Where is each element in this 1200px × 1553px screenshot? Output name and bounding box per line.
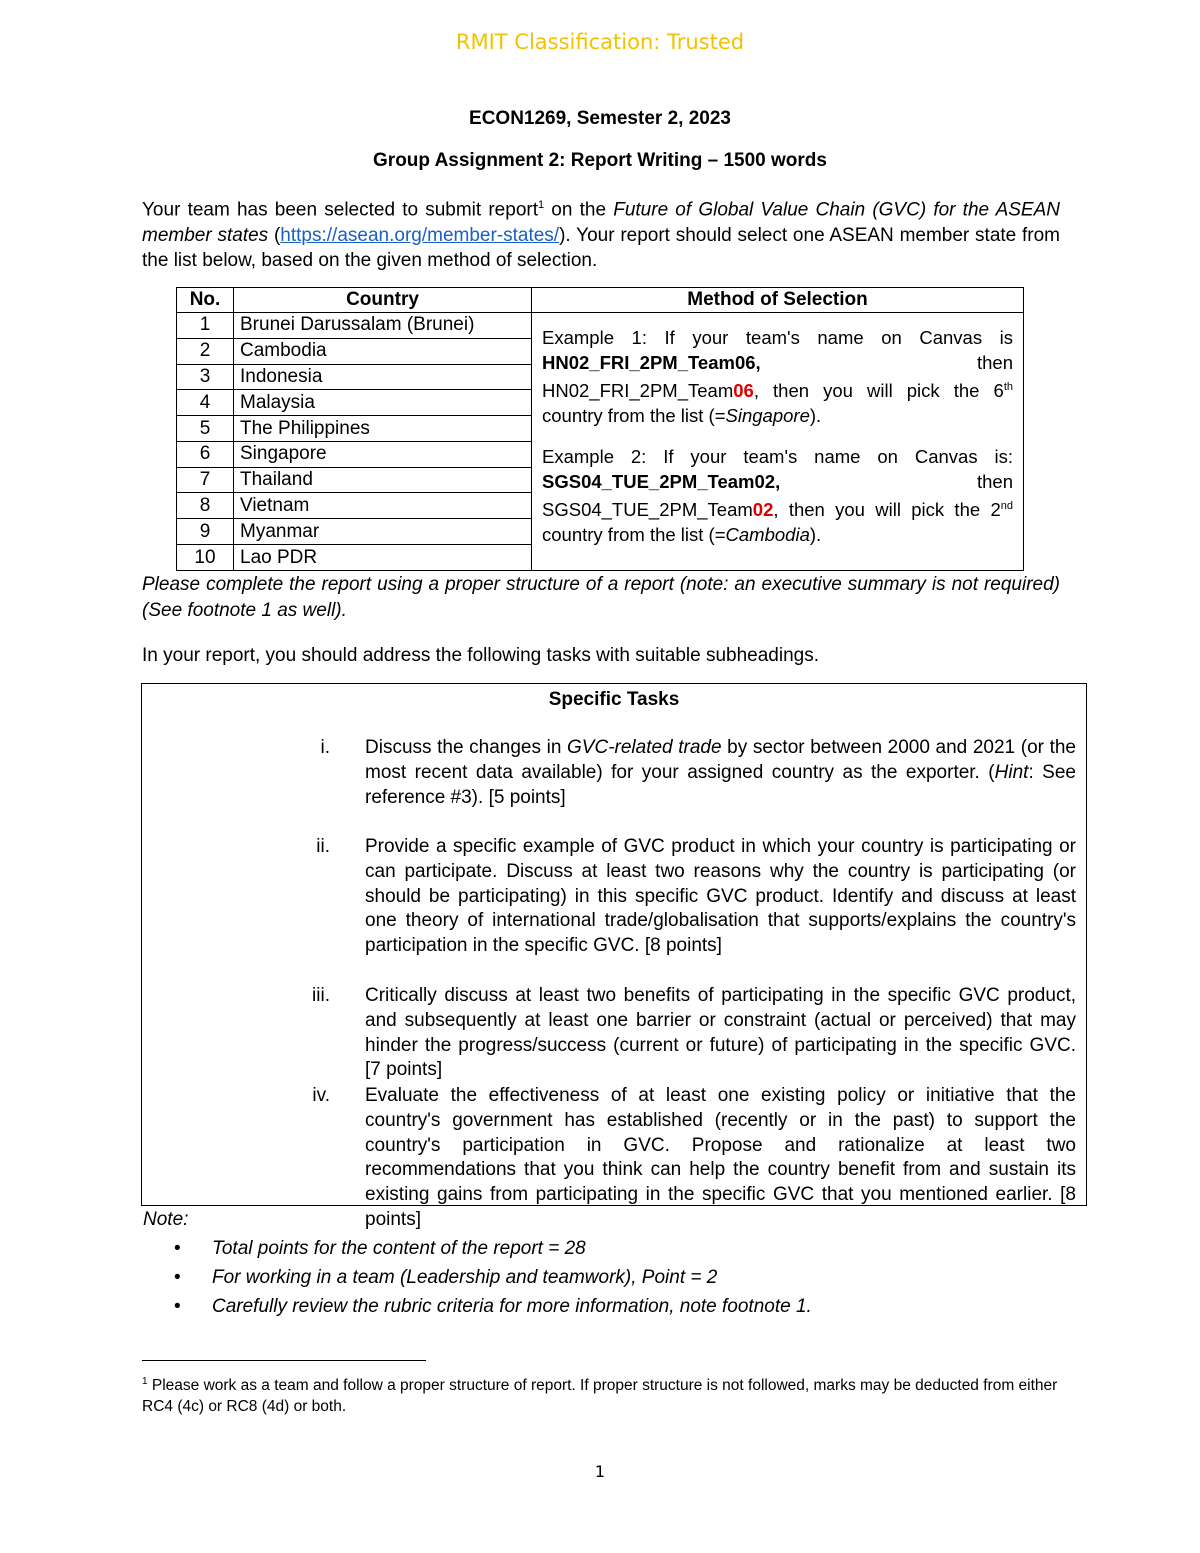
footnote: $^1$ Please work as a team and follow a proper structure of report. If proper structure is not followed, marks may be deducted from either RC4 (4c) or RC8 (4d) or both. bbox=[142, 1376, 1058, 1416]
method-of-selection bbox=[532, 313, 1024, 571]
classification-label: RMIT Classification: Trusted bbox=[455, 30, 745, 54]
table-row: 10 Lao PDR bbox=[177, 545, 1024, 571]
table-row: 3 Indonesia bbox=[177, 364, 1024, 390]
table-row: 7 Thailand bbox=[177, 467, 1024, 493]
table-row: 1 Brunei Darussalam (Brunei) Example 1: If your team's name on Canvas is HN02_FRI_2PM_Team06, then HN02_FRI_2PM_Team06, then you will pick the 6th country from the list (=Singapore). Example 2: If your team's name on Canvas is: SGS04_TUE_2PM_Team02, then SGS04_TUE_2PM_Team02, then you will pick the 2nd country from the list (=Cambodia). bbox=[177, 313, 1024, 339]
asean-link[interactable]: https://asean.org/member-states/ bbox=[280, 224, 560, 246]
note-bullets bbox=[174, 1236, 812, 1323]
table-row: 6 Singapore bbox=[177, 441, 1024, 467]
table-row: 2 Cambodia bbox=[177, 338, 1024, 364]
tasks-title: Specific Tasks bbox=[548, 689, 680, 710]
page-number: 1 bbox=[594, 1462, 606, 1481]
table-row: 9 Myanmar bbox=[177, 519, 1024, 545]
structure-instruction: Please complete the report using a proper structure of a report (note: an executive summary is not required) (See footnote 1 as well). bbox=[142, 574, 1060, 621]
table-row: 8 Vietnam bbox=[177, 493, 1024, 519]
course-title: ECON1269, Semester 2, 2023 bbox=[469, 108, 731, 129]
table-row: 4 Malaysia bbox=[177, 390, 1024, 416]
country-table bbox=[176, 287, 1024, 571]
footnote-ref: 1 bbox=[538, 199, 545, 211]
example-1: Example 1: If your team's name on Canvas is HN02_FRI_2PM_Team06, then HN02_FRI_2PM_Team06, then you will pick the 6th country from the list (=Singapore). bbox=[542, 327, 1013, 427]
header-method: Method of Selection bbox=[532, 288, 1024, 313]
list-item: • Total points for the content of the report = 28 bbox=[174, 1238, 586, 1259]
tasks-intro: In your report, you should address the following tasks with suitable subheadings. bbox=[142, 645, 820, 666]
table-row: 5 The Philippines bbox=[177, 416, 1024, 442]
list-item: • For working in a team (Leadership and teamwork), Point = 2 bbox=[174, 1267, 718, 1288]
list-item: • Carefully review the rubric criteria for more information, note footnote 1. bbox=[174, 1296, 812, 1317]
specific-tasks-box: Specific Tasks i. Discuss the changes in GVC-related trade by sector between 2000 and 2021 (or the most recent data available) for your assigned country as the exporter. (Hint: See reference #3). [5 points] ii. Provide a specific example of GVC product in which your country is participating or can participate. Discuss at least two reasons why the country is participating (or should be participating) in this specific GVC product. Identify and discuss at least one theory of international trade/globalisation that supports/explains the country's participation in the specific GVC. [8 points] iii. Critically discuss at least two benefits of participating in the specific GVC product, and subsequently at least one barrier or constraint (actual or perceived) that may hinder the progress/success (current or future) of participating in the specific GVC. [7 points] iv. Evaluate the effectiveness of at least one existing policy or initiative that the country's government has established (recently or in the past) to support the country's participation in GVC. Propose and rationalize at least two recommendations that you think can help the country benefit from and sustain its existing gains from participating in the specific GVC that you mentioned earlier. [8 points] bbox=[141, 683, 1087, 1206]
assignment-title: Group Assignment 2: Report Writing – 1500 words bbox=[373, 150, 827, 171]
intro-paragraph: Your team has been selected to submit report$^1$ on the Future of Global Value Chain (GVC) for the ASEAN member states (https://asean.org/member-states/). Your report should select one ASEAN member state from the list below, based on the given method of selection. bbox=[142, 199, 1061, 272]
header-no: No. bbox=[177, 288, 234, 313]
header-country: Country bbox=[234, 288, 532, 313]
note-label: Note: bbox=[143, 1209, 189, 1230]
footnote-divider bbox=[142, 1360, 426, 1361]
example-2: Example 2: If your team's name on Canvas is: SGS04_TUE_2PM_Team02, then SGS04_TUE_2PM_Team02, then you will pick the 2nd country from the list (=Cambodia). bbox=[542, 446, 1013, 546]
